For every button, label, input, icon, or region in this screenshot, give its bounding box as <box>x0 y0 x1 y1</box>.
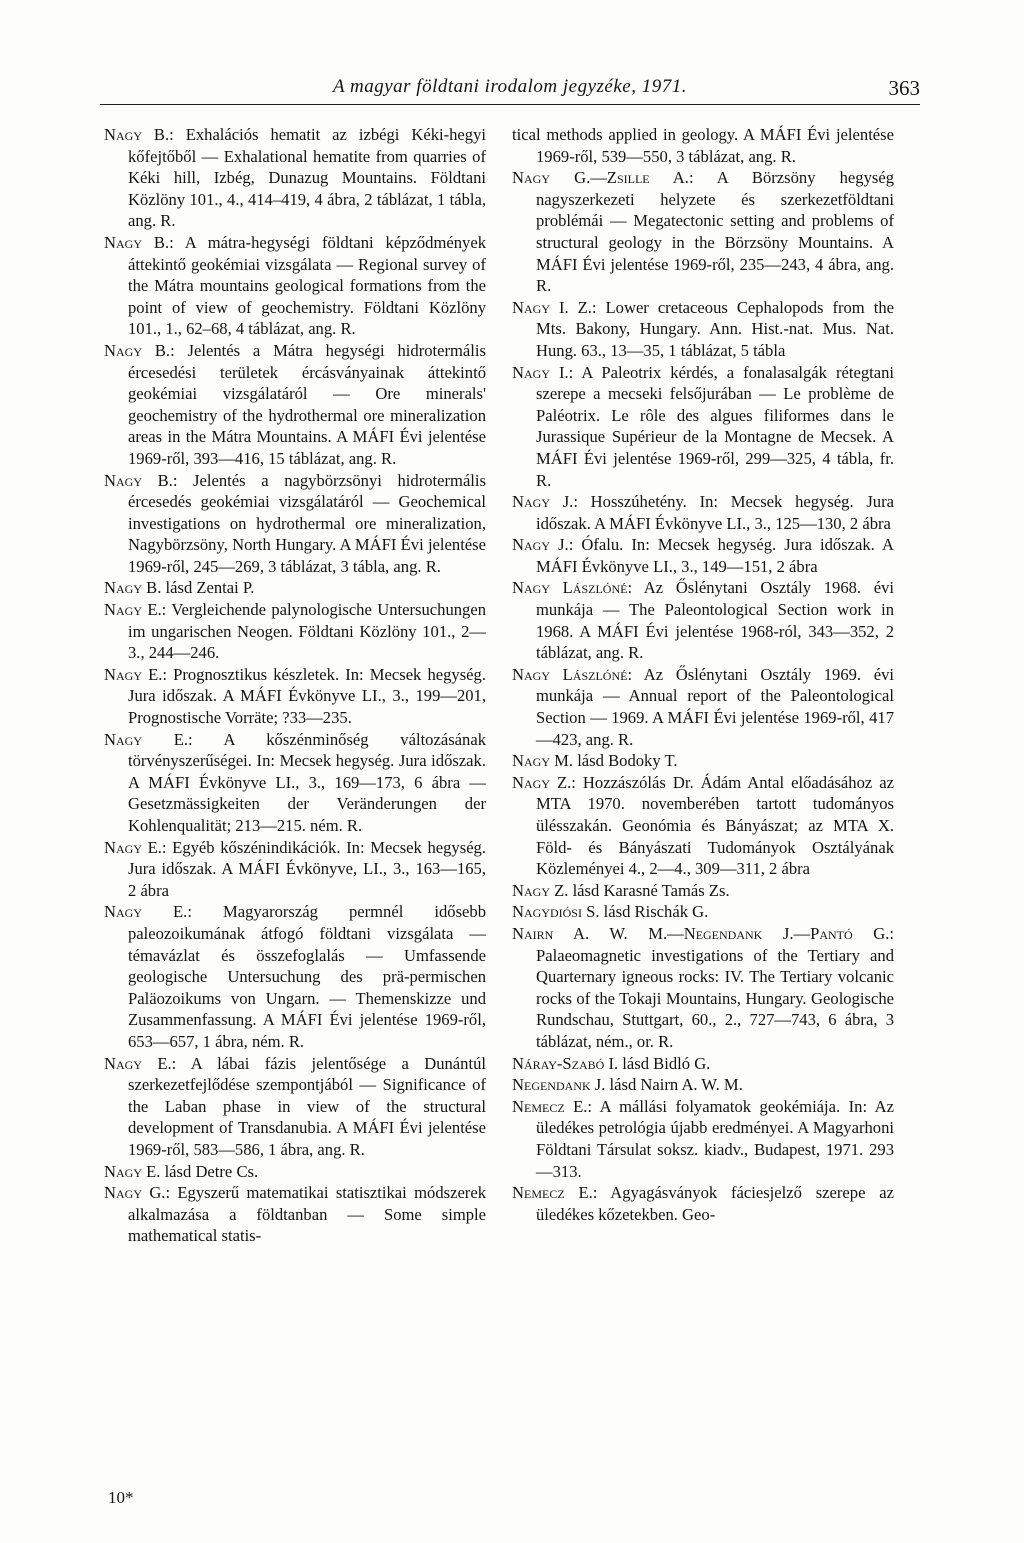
right-column <box>512 124 894 1225</box>
entry-author: Nairn A. W. M.—Negendank J.—Pantó G. <box>512 923 890 943</box>
entry-text: : A mállási folyamatok geokémiája. In: Az üledékes petrológia újabb eredményei. A Magyarhoni Földtani Társulat soksz. kiadv., Budapest, 1971. 293—313. <box>536 1096 894 1181</box>
bibliography-entry <box>512 1096 894 1182</box>
entry-text: : Hosszúhetény. In: Mecsek hegység. Jura időszak. A MÁFI Évkönyve LI., 3., 125—130, 2 ábra <box>536 492 894 533</box>
bibliography-entry <box>512 901 894 923</box>
bibliography-entry <box>104 901 486 1052</box>
bibliography-entry <box>512 167 894 297</box>
left-column <box>104 124 486 1247</box>
entry-text: : Az Őslénytani Osztály 1969. évi munkája — Annual report of the Paleontological Section — 1969. A MÁFI Évi jelentése 1969-ről, 417—423, ang. R. <box>536 664 894 749</box>
bibliography-entry <box>104 1053 486 1161</box>
bibliography-entry <box>512 534 894 577</box>
entry-text: lásd Bidló G. <box>618 1053 711 1073</box>
entry-text: lásd Zentai P. <box>161 578 255 598</box>
bibliography-entry <box>512 124 894 167</box>
entry-text: : Jelentés a nagybörzsönyi hidrotermális ércesedés geokémiai vizsgálatáról — Geochemical investigations on hydrothermal ore mineralization, Nagybörzsöny, North Hungary. A MÁFI Évi jelentése 1969-ről, 245—269, 3 táblázat, 3 tábla, ang. R. <box>128 470 486 576</box>
entry-text: : Exhalációs hematit az izbégi Kéki-hegyi kőfejtőből — Exhalational hematite from quarries of Kéki hill, Izbég, Dunazug Mountains. Földtani Közlöny 101., 4., 414–419, 4 ábra, 2 táblázat, 1 tábla, ang. R. <box>128 125 486 231</box>
entry-text: tical methods applied in geology. A MÁFI Évi jelentése 1969-ről, 539—550, 3 táblázat, ang. R. <box>512 125 894 166</box>
entry-author: Nagy B. <box>104 125 170 144</box>
entry-text: lásd Nairn A. W. M. <box>605 1075 743 1095</box>
bibliography-entry <box>512 577 894 663</box>
entry-text: : A mátra-hegységi földtani képződmények áttekintő geokémiai vizsgálata — Regional survey of the Mátra mountains geological formations from the point of view of geochemistry. Földtani Közlöny 101., 1., 62–68, 4 táblázat, ang. R. <box>128 232 486 339</box>
entry-author: Nagy I. <box>512 362 569 382</box>
entry-author: Nagy E. <box>104 600 162 620</box>
bibliography-entry <box>512 362 894 492</box>
entry-text: : Az Őslénytani Osztály 1968. évi munkája — The Paleontological Section work in 1968. A MÁFI Évi jelentése 1968-ról, 343—352, 2 táblázat, ang. R. <box>536 578 894 663</box>
entry-author: Nagy E. <box>104 902 188 922</box>
entry-text: : Ófalu. In: Mecsek hegység. Jura időszak. A MÁFI Évkönyve LI., 3., 149—151, 2 ábra <box>536 535 894 576</box>
entry-text: lásd Bodoky T. <box>573 751 678 771</box>
entry-author: Nagy Z. <box>512 772 572 792</box>
bibliography-entry <box>512 923 894 1053</box>
entry-author: Nagy G. <box>104 1183 166 1203</box>
entry-text: lásd Karasné Tamás Zs. <box>568 880 730 900</box>
entry-author: Nagy Lászlóné <box>512 578 628 598</box>
running-title: A magyar földtani irodalom jegyzéke, 1971. <box>333 76 687 97</box>
entry-text: : Magyarország permnél idősebb paleozoikumának átfogó földtani vizsgálata — témavázlat és összefoglalás — Umfassende geologische Untersuchung des prä-permischen Paläozoikums von Ungarn. — Themenskizze und Zusammenfassung. A MÁFI Évi jelentése 1969-ről, 653—657, 1 ábra, ném. R. <box>128 902 486 1051</box>
entry-text: : Prognosztikus készletek. In: Mecsek hegység. Jura időszak. A MÁFI Évkönyve LI., 3., 199—201, Prognostische Vorräte; ?33—235. <box>128 664 486 728</box>
entry-text: : Hozzászólás Dr. Ádám Antal előadásához az MTA 1970. novemberében tartott tudományos ülésszakán. Geonómia és Bányászat; az MTA X. Föld- és Bányászati Tudományok Osztályának Közleményei 4., 2—4., 309—311, 2 ábra <box>536 772 894 879</box>
bibliography-entry <box>104 1161 486 1183</box>
entry-author: Nagy M. <box>512 751 574 771</box>
entry-author: Nagy B. <box>104 470 173 490</box>
bibliography-entry <box>512 1182 894 1225</box>
entry-author: Nagydiósi S. <box>512 902 600 922</box>
entry-text: : A lábai fázis jelentősége a Dunántúl szerkezetfejlődése szempontjából — Significance of the Laban phase in view of the structural development of Transdanubia. A MÁFI Évi jelentése 1969-ről, 583—586, 1 ábra, ang. R. <box>128 1053 486 1159</box>
entry-text: : Egyéb kőszénindikációk. In: Mecsek hegység. Jura időszak. A MÁFI Évkönyve, LI., 3., 163—165, 2 ábra <box>128 837 486 900</box>
entry-author: Nagy J. <box>512 492 574 512</box>
entry-author: Nagy B. <box>104 578 162 598</box>
bibliography-entry <box>104 124 486 232</box>
bibliography-entry <box>512 1074 894 1096</box>
entry-author: Náray-Szabó I. <box>512 1053 619 1073</box>
entry-author: Nagy J. <box>512 535 569 555</box>
bibliography-entry <box>512 1053 894 1075</box>
entry-text: : Vergleichende palynologische Untersuchungen im ungarischen Neogen. Földtani Közlöny 101., 2—3., 244—246. <box>128 600 486 663</box>
entry-text: lásd Rischák G. <box>599 902 709 922</box>
bibliography-entry <box>512 880 894 902</box>
entry-author: Nagy E. <box>104 664 163 684</box>
entry-author: Nagy E. <box>104 1161 161 1181</box>
entry-author: Nagy B. <box>104 340 171 360</box>
entry-author: Nagy Lászlóné <box>512 664 628 684</box>
bibliography-entry <box>104 577 486 599</box>
page-number: 363 <box>888 76 920 100</box>
bibliography-entry <box>104 599 486 664</box>
entry-text: : A Paleotrix kérdés, a fonalasalgák rétegtani szerepe a mecseki felsőjurában — Le problème de Paléotrix. Le rôle des algues filiformes dans le Jurassique Supérieur de la Montagne de Mecsek. A MÁFI Évi jelentése 1969-ről, 299—325, 4 tábla, fr. R. <box>536 362 894 490</box>
entry-author: Nagy Z. <box>512 880 569 900</box>
entry-text: lásd Detre Cs. <box>160 1161 259 1181</box>
bibliography-entry <box>512 297 894 362</box>
bibliography-entry <box>104 729 486 837</box>
bibliography-entry <box>512 750 894 772</box>
entry-author: Nemecz E. <box>512 1096 588 1116</box>
entry-author: Nagy B. <box>104 232 170 252</box>
entry-text: : Palaeomagnetic investigations of the Tertiary and Quarternary igneous rocks: IV. The Tertiary volcanic rocks of the Tokaji Mountains, Hungary. Geologische Rundschau, Stuttgart, 60., 2., 727—743, 6 ábra, 3 táblázat, ném., or. R. <box>536 923 894 1051</box>
entry-text: : A kőszénminőség változásának törvényszerűségei. In: Mecsek hegység. Jura időszak. A MÁFI Évkönyve LI., 3., 169—173, 6 ábra — Gesetzmässigkeiten der Veränderungen der Kohlenqualität; 213—215. ném. R. <box>128 729 486 835</box>
bibliography-entry <box>512 772 894 880</box>
bibliography-entry <box>104 470 486 578</box>
entry-author: Nagy E. <box>104 729 189 749</box>
entry-author: Nemecz E. <box>512 1183 593 1203</box>
entry-author: Nagy E. <box>104 837 162 857</box>
bibliography-entry <box>104 232 486 340</box>
page-header <box>100 70 920 105</box>
entry-author: Negendank J. <box>512 1075 606 1095</box>
signature-mark: 10* <box>108 1488 134 1507</box>
entry-text: : Lower cretaceous Cephalopods from the Mts. Bakony, Hungary. Ann. Hist.-nat. Mus. Nat. Hung. 63., 13—35, 1 táblázat, 5 tábla <box>536 297 894 360</box>
bibliography-entry <box>104 664 486 729</box>
bibliography-entry <box>104 1182 486 1247</box>
bibliography-entry <box>104 340 486 470</box>
entry-text: : Egyszerű matematikai statisztikai módszerek alkalmazása a földtanban — Some simple mathematical statis- <box>128 1183 486 1246</box>
bibliography-entry <box>512 664 894 750</box>
entry-text: : A Börzsöny hegység nagyszerkezeti helyzete és szerkezetföldtani problémái — Megatectonic setting and problems of structural geology in the Börzsöny Mountains. A MÁFI Évi jelentése 1969-ről, 235—243, 4 ábra, ang. R. <box>536 168 894 296</box>
bibliography-entry <box>104 837 486 902</box>
entry-text: : Agyagásványok fáciesjelző szerepe az üledékes kőzetekben. Geo- <box>536 1183 894 1224</box>
entry-author: Nagy E. <box>104 1053 172 1073</box>
entry-author: Nagy G.—Zsille A. <box>512 168 689 188</box>
entry-text: : Jelentés a Mátra hegységi hidrotermális ércesedési területek ércásványainak áttekintő geokémiai vizsgálatáról — Ore minerals' geochemistry of the hydrothermal ore mineralization areas in the Mátra Mountains. A MÁFI Évi jelentése 1969-ről, 393—416, 15 táblázat, ang. R. <box>128 340 486 468</box>
bibliography-entry <box>512 491 894 534</box>
entry-author: Nagy I. Z. <box>512 297 592 317</box>
